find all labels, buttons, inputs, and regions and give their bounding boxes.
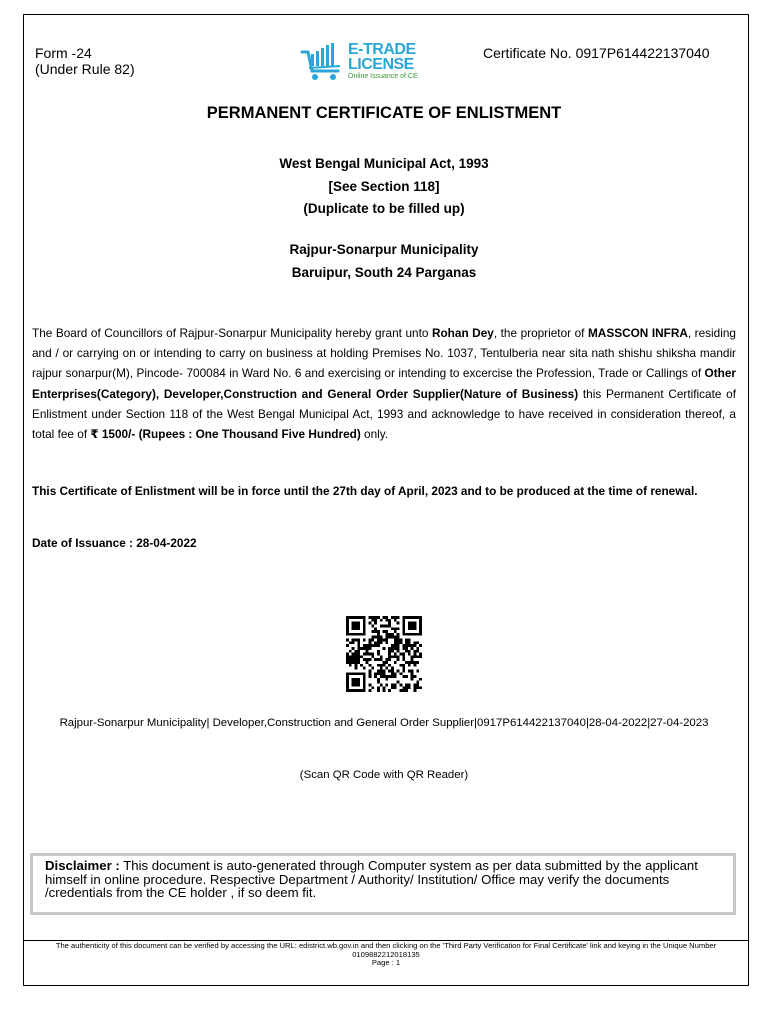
validity-statement: This Certificate of Enlistment will be in force until the 27th day of April, 2023 and to be produced at the time of renewal.	[32, 484, 698, 498]
proprietor-name: Rohan Dey	[431, 326, 494, 340]
fee-amount: ₹ 1500/- (Rupees : One Thousand Five Hundred)	[90, 427, 361, 442]
scan-hint: (Scan QR Code with QR Reader)	[299, 769, 469, 781]
form-number-line: Form -24	[35, 45, 92, 61]
act-duplicate-note: (Duplicate to be filled up)	[303, 201, 465, 216]
form-rule-line: (Under Rule 82)	[35, 61, 135, 77]
municipality-block	[0, 239, 768, 284]
certificate-number: Certificate No. 0917P614422137040	[483, 45, 710, 61]
body-text-5: only.	[360, 427, 389, 442]
act-reference	[0, 153, 768, 221]
logo-line-2: LICENSE	[348, 56, 414, 73]
verification-note: The authenticity of this document can be verified by accessing the URL: edistrict.wb.gov.in and then clicking on the 'Third Party Verification for Final Certificate' link and keying in the Unique Number 0109882212018135	[55, 941, 717, 959]
municipality-name: Rajpur-Sonarpur Municipality	[289, 242, 479, 257]
qr-code-icon[interactable]	[344, 616, 424, 692]
disclaimer-text	[45, 859, 723, 900]
etrade-license-logo	[300, 38, 430, 86]
body-text-3: , residing and / or carrying on or intending to carry on business at holding Premises No. 1037, Tentulberia near sita nath shishu shiksha mandir rajpur sonarpur(M), Pincode- 700084 in Ward No. 6 and exercising or intending to excercise the Profession, Trade or Callings of	[32, 326, 736, 381]
body-text-2: , the proprietor of	[493, 326, 588, 340]
issuance-date: Date of Issuance : 28-04-2022	[32, 536, 197, 550]
disclaimer-label: Disclaimer :	[45, 858, 120, 873]
verification-footer	[24, 940, 748, 968]
shopping-cart-icon	[300, 38, 348, 86]
logo-tagline: Online Issuance of CE	[348, 73, 418, 80]
business-category: Other Enterprises(Category), Developer,Construction and General Order Supplier(Nature of Business)	[32, 366, 736, 401]
disclaimer-body: This document is auto-generated through Computer system as per data submitted by the applicant himself in online procedure. Respective Department / Authority/ Institution/ Office may verify the documents /credentials from the CE holder , if so deem fit.	[45, 858, 698, 901]
page-number: Page : 1	[371, 958, 401, 968]
act-name: West Bengal Municipal Act, 1993	[279, 156, 489, 171]
business-name: MASSCON INFRA	[587, 326, 688, 340]
municipality-location: Baruipur, South 24 Parganas	[291, 264, 477, 280]
body-text-4: this Permanent Certificate of Enlistment under Section 118 of the West Bengal Municipal Act, 1993 and acknowledge to have received in consideration thereof, a total fee of	[32, 386, 736, 442]
form-number	[35, 45, 135, 77]
disclaimer-box	[30, 853, 736, 915]
body-text-1: The Board of Councillors of Rajpur-Sonarpur Municipality hereby grant unto	[32, 326, 432, 340]
act-section: [See Section 118]	[328, 178, 440, 194]
logo-line-1: E-TRADE	[348, 41, 416, 58]
certificate-body	[32, 323, 736, 444]
certificate-title: PERMANENT CERTIFICATE OF ENLISTMENT	[206, 104, 562, 122]
qr-caption: Rajpur-Sonarpur Municipality| Developer,Construction and General Order Supplier|0917P614422137040|28-04-2022|27-04-2023	[59, 717, 709, 729]
